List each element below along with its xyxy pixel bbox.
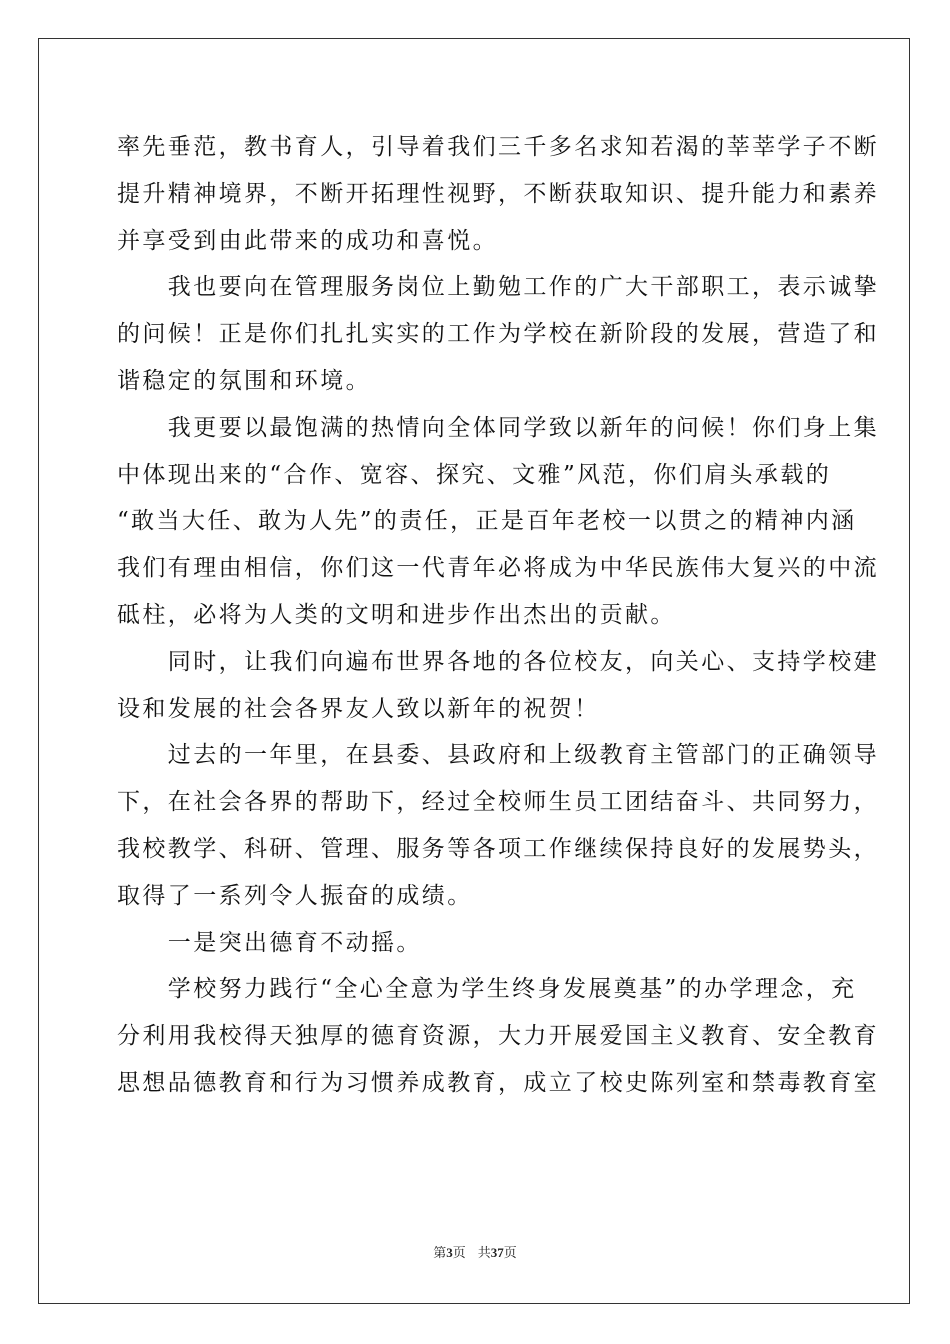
- text-line: 中体现出来的“合作、宽容、探究、文雅”风范，你们肩头承载的: [117, 461, 832, 488]
- text-line: 提升精神境界，不断开拓理性视野，不断获取知识、提升能力和素养: [117, 180, 879, 207]
- text-line: 率先垂范，教书育人，引导着我们三千多名求知若渴的莘莘学子不断: [117, 134, 879, 160]
- text-line: 思想品德教育和行为习惯养成教育，成立了校史陈列室和禁毒教育室: [117, 1069, 879, 1096]
- text-line: 并享受到由此带来的成功和喜悦。: [117, 227, 498, 254]
- text-line: 谐稳定的氛围和环境。: [117, 367, 371, 394]
- text-line: 取得了一系列令人振奋的成绩。: [117, 882, 473, 909]
- page-footer: [0, 1244, 950, 1262]
- text-line: 我校教学、科研、管理、服务等各项工作继续保持良好的发展势头，: [117, 835, 879, 862]
- total-unit: 页: [503, 1245, 517, 1260]
- text-line: 同时，让我们向遍布世界各地的各位校友，向关心、支持学校建: [117, 648, 879, 675]
- document-body: [117, 124, 879, 1107]
- text-line: 分利用我校得天独厚的德育资源，大力开展爱国主义教育、安全教育: [117, 1023, 879, 1050]
- text-line: 一是突出德育不动摇。: [117, 929, 422, 956]
- text-line: 设和发展的社会各界友人致以新年的祝贺！: [117, 695, 600, 722]
- page-total: 37: [490, 1245, 504, 1260]
- total-prefix: 共: [477, 1245, 491, 1260]
- text-line: 过去的一年里，在县委、县政府和上级教育主管部门的正确领导: [117, 742, 879, 769]
- text-line: 下，在社会各界的帮助下，经过全校师生员工团结奋斗、共同努力，: [117, 789, 879, 816]
- page-prefix: 第: [433, 1245, 447, 1260]
- page-unit: 页: [452, 1245, 466, 1260]
- text-line: “敢当大任、敢为人先”的责任，正是百年老校一以贯之的精神内涵: [117, 508, 857, 535]
- text-line: 砥柱，必将为人类的文明和进步作出杰出的贡献。: [117, 601, 676, 628]
- text-line: 的问候！正是你们扎扎实实的工作为学校在新阶段的发展，营造了和: [117, 321, 879, 348]
- text-line: 学校努力践行“全心全意为学生终身发展奠基”的办学理念，充: [117, 976, 857, 1003]
- page-number: 3: [446, 1245, 453, 1260]
- text-line: 我也要向在管理服务岗位上勤勉工作的广大干部职工，表示诚挚: [117, 274, 879, 301]
- text-line: 我们有理由相信，你们这一代青年必将成为中华民族伟大复兴的中流: [117, 555, 879, 582]
- text-line: 我更要以最饱满的热情向全体同学致以新年的问候！你们身上集: [117, 414, 879, 441]
